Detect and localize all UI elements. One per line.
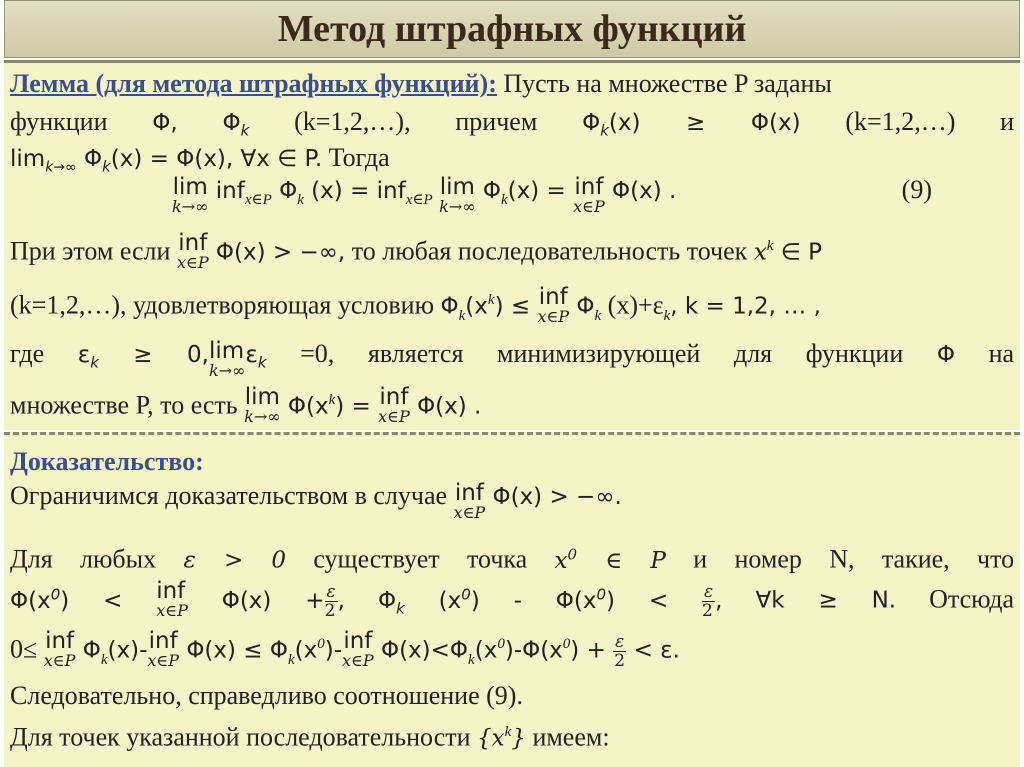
fraction (325, 583, 338, 620)
proof-line-6 (10, 717, 1014, 754)
lemma-text: для (733, 339, 773, 368)
proof-text: N, (829, 544, 855, 574)
math-symbol: Φ(x)<Φ (373, 637, 469, 664)
inf-subscript: x∈P (156, 601, 188, 620)
lemma-line-2 (10, 107, 1014, 146)
proof-line-3 (10, 579, 1014, 623)
lemma-text: (k=1,2,…), удовлетворяющая условию (10, 290, 441, 320)
proof-text: такие, (881, 544, 950, 574)
inf-block (573, 175, 605, 215)
math-superscript: 0 (461, 585, 471, 603)
lemma-text: то любая последовательность точек (345, 236, 754, 266)
inf-subscript: x∈P (176, 253, 209, 272)
math-symbol: )-Φ(x (504, 637, 563, 664)
math-symbol: Φ(x) + (187, 587, 325, 614)
inf-subscript: x∈P (537, 307, 570, 326)
math-symbol: ε > 0 (183, 547, 287, 574)
inf-operator: inf (538, 284, 568, 310)
math-symbol: , k = 1,2, … , (670, 293, 821, 320)
math-symbol: , (337, 587, 345, 614)
fraction (702, 583, 715, 620)
math-symbol: Φ (440, 293, 459, 320)
proof-line-2 (10, 539, 1014, 576)
math-symbol: Φ (936, 342, 955, 368)
math-symbol: (x) = inf (303, 178, 406, 204)
inf-operator: inf (379, 384, 409, 410)
proof-text: Отсюда (929, 584, 1015, 614)
math-symbol: )- (324, 637, 343, 664)
math-symbol: ) ≤ (494, 293, 538, 320)
proof-heading-line (10, 447, 1014, 477)
math-symbol: (x) = (507, 178, 574, 204)
equation-9: lim k→∞ inf$_{x\in P}$ $\Phi_k$ (x) = inf$_{x\in P}$ lim k→∞ $\Phi_k(x)$ = inf x∈P Φ(x) . (9) (172, 174, 932, 216)
math-symbol: ∈ P (577, 547, 666, 574)
lim-subscript: k→∞ (208, 361, 246, 380)
math-subscript: x∈P (405, 192, 433, 209)
lim-operator: lim (208, 338, 245, 364)
fraction-denominator: 2 (614, 651, 626, 672)
lemma-text: =0, (266, 339, 335, 368)
lemma-text: причем (455, 107, 538, 136)
inf-operator: inf (178, 230, 208, 256)
proof-text: Следовательно, справедливо соотношение (9). (10, 681, 523, 710)
math-symbol: Φ (582, 110, 601, 136)
math-symbol: x (753, 239, 767, 266)
lim-subscript: k→∞ (439, 197, 476, 216)
inf-block (177, 231, 209, 271)
lemma-text: функции (10, 107, 108, 136)
math-symbol: Φ(x) . (409, 393, 482, 420)
inf-block (44, 629, 76, 669)
math-expr: $\varepsilon_k \ge 0,\lim$ k→∞ $\varepsilon_k$ (77, 338, 267, 380)
lim-block (172, 175, 208, 215)
proof-line-1 (10, 481, 1014, 521)
lim-block (439, 175, 475, 215)
lemma-text: При этом если (10, 236, 177, 266)
math-superscript: k (504, 724, 512, 740)
lim-subscript: k→∞ (172, 197, 209, 216)
proof-text: 0≤ (10, 634, 44, 664)
math-symbol: Φ(x) > −∞. (485, 484, 622, 510)
inf-subscript: x∈P (573, 197, 605, 216)
fraction (613, 633, 626, 670)
math-expr: Φ, (152, 110, 178, 136)
inf-block (378, 385, 410, 425)
fraction-numerator: ε (326, 581, 336, 602)
math-symbol: Φ(x) . (604, 178, 677, 204)
lim-block (244, 385, 280, 425)
inf-block (454, 481, 486, 521)
math-symbol: ) = (335, 393, 379, 420)
lemma-line-5 (10, 231, 1014, 271)
math-symbol: ∀k ≥ N. (755, 587, 897, 614)
proof-text: Для (10, 544, 53, 574)
math-symbol: ) + (570, 637, 614, 664)
math-subscript: x∈P (244, 192, 272, 209)
inf-block (147, 629, 179, 669)
math-symbol: {x (477, 725, 505, 752)
math-superscript: 0 (497, 636, 505, 652)
lemma-line-1 (10, 69, 1014, 99)
inf-operator: inf (574, 174, 604, 200)
math-expr: $\lim_{k\to\infty} \Phi_k(x) = \Phi(x)$, ∀x ∈ P. (10, 146, 323, 176)
proof-line-4: 0≤ inf x∈P $\Phi_k(x)$-inf x∈P $\Phi(x) \le \Phi_k(x^0)$-inf x∈P $\Phi(x)<\Phi_k(x^0)-\Phi(x^0)$ + $\frac{\varepsilon}{2}$ < ε. (10, 628, 680, 672)
math-symbol: ε (77, 342, 91, 368)
lemma-heading: Лемма (для метода штрафных функций): (10, 69, 497, 98)
math-symbol: (x (465, 293, 488, 320)
inf-operator: inf (148, 628, 178, 654)
math-symbol: , (715, 587, 723, 614)
lemma-text: функции (805, 339, 904, 368)
math-symbol: Φ (76, 146, 103, 172)
inf-operator: inf (454, 480, 484, 506)
lemma-panel (4, 60, 1020, 430)
inf-operator: inf (156, 578, 186, 604)
proof-text: и (693, 544, 708, 574)
inf-subscript: x∈P (378, 407, 410, 426)
lemma-text: Тогда (322, 143, 390, 172)
math-superscript: 0 (562, 636, 571, 652)
proof-text: Ограничимся доказательством в случае (10, 481, 454, 510)
proof-text: любых (80, 544, 157, 574)
lemma-text: где (10, 339, 45, 368)
lemma-text: Пусть на множестве P заданы (496, 69, 832, 98)
math-symbol: (x) ≥ Φ(x) (608, 110, 801, 136)
inf-block (537, 285, 569, 325)
lemma-text: и (1000, 107, 1015, 136)
fraction-denominator: 2 (324, 600, 336, 621)
lemma-line-6: (k=1,2,…), удовлетворяющая условию $\Phi_k(x^k)$ ≤ inf x∈P $\Phi_k$ $(x)+\varepsilon_k$, k = 1,2, … , (10, 284, 821, 326)
math-symbol: Φ (378, 587, 397, 614)
lemma-text: множестве P, то есть (10, 390, 245, 420)
inf-block (342, 629, 374, 669)
lim-operator: lim (172, 174, 208, 200)
math-symbol: (x (404, 587, 462, 614)
math-expr: $\Phi_k$ $(x^0) - \Phi(x^0)$ < $\frac{\varepsilon}{2}$ , (378, 581, 723, 621)
inf-operator: inf (343, 628, 373, 654)
lemma-line-7 (10, 339, 1014, 379)
proof-text: имеем: (525, 722, 610, 752)
lemma-line-8: множестве P, то есть lim k→∞ $\Phi(x^k)$ = inf x∈P Φ(x) . (10, 384, 482, 426)
inf-subscript: x∈P (43, 651, 76, 670)
lemma-text: (k=1,2,…) (845, 107, 956, 136)
math-expr (10, 578, 345, 621)
math-superscript: 0 (317, 636, 325, 652)
math-symbol: inf (208, 178, 245, 204)
math-expr: $\Phi_k(x) \ge \Phi(x)$ (582, 110, 801, 140)
inf-block (156, 579, 188, 619)
lim-operator: lim (439, 174, 475, 200)
proof-panel (4, 432, 1020, 767)
proof-text: номер (734, 544, 802, 574)
math-symbol: ≥ 0, (98, 342, 209, 368)
math-superscript: 0 (596, 585, 607, 603)
math-symbol: ) < (606, 587, 669, 614)
math-symbol: ) - Φ(x (470, 587, 597, 614)
slide-title: Метод штрафных функций (277, 8, 747, 50)
math-superscript: 0 (50, 585, 61, 603)
inf-subscript: x∈P (147, 651, 180, 670)
math-symbol: Φ (271, 178, 298, 204)
math-expr: $\Phi_k$ (222, 110, 250, 140)
math-symbol: (x)+ε (601, 290, 664, 320)
math-symbol: Φ(x) > −∞, (208, 239, 346, 266)
lim-block (209, 339, 245, 379)
proof-text: Для точек указанной последовательности (10, 722, 478, 752)
proof-line-5 (10, 681, 1014, 711)
math-expr (554, 545, 666, 574)
fraction-denominator: 2 (702, 600, 713, 621)
lemma-text: является (367, 339, 464, 368)
lim-operator: lim (244, 384, 280, 410)
fraction-numerator: ε (704, 581, 714, 602)
proof-text: точка (466, 544, 528, 574)
proof-text: что (977, 544, 1015, 574)
math-symbol: Φ(x (10, 587, 51, 614)
lim-operator: lim (10, 146, 46, 172)
equation-number: (9) (901, 175, 932, 204)
math-symbol: Φ (75, 637, 101, 664)
lim-subscript: k→∞ (45, 159, 77, 176)
lim-subscript: k→∞ (244, 407, 281, 426)
math-superscript: k (766, 238, 774, 254)
math-superscript: 0 (567, 545, 578, 563)
math-symbol: Φ (569, 293, 595, 320)
math-symbol: (x (474, 637, 498, 664)
math-symbol: Φ(x) ≤ Φ (179, 637, 288, 664)
proof-heading: Доказательство: (10, 447, 204, 476)
lemma-text: минимизирующей (497, 339, 701, 368)
lemma-text: на (988, 339, 1015, 368)
lemma-text: (k=1,2,…), (294, 107, 411, 136)
proof-text: существует (313, 544, 440, 574)
math-symbol: Φ (475, 178, 501, 204)
math-symbol: ) < (60, 587, 157, 614)
math-symbol: Φ(x (280, 393, 329, 420)
inf-subscript: x∈P (342, 651, 374, 670)
math-symbol: ε (245, 342, 258, 368)
math-symbol: (x)- (107, 637, 148, 664)
math-symbol: ∈ P (773, 239, 822, 266)
math-symbol: Φ (222, 110, 241, 136)
slide-title-bar (4, 0, 1020, 58)
inf-operator: inf (45, 628, 75, 654)
math-symbol: (x (294, 637, 318, 664)
math-symbol: < ε. (626, 637, 680, 664)
fraction-numerator: ε (615, 632, 625, 653)
math-symbol: x (554, 547, 568, 574)
inf-subscript: x∈P (453, 503, 486, 522)
math-symbol: (x) = Φ(x), ∀x ∈ P. (110, 146, 323, 172)
math-symbol: } (511, 725, 526, 752)
